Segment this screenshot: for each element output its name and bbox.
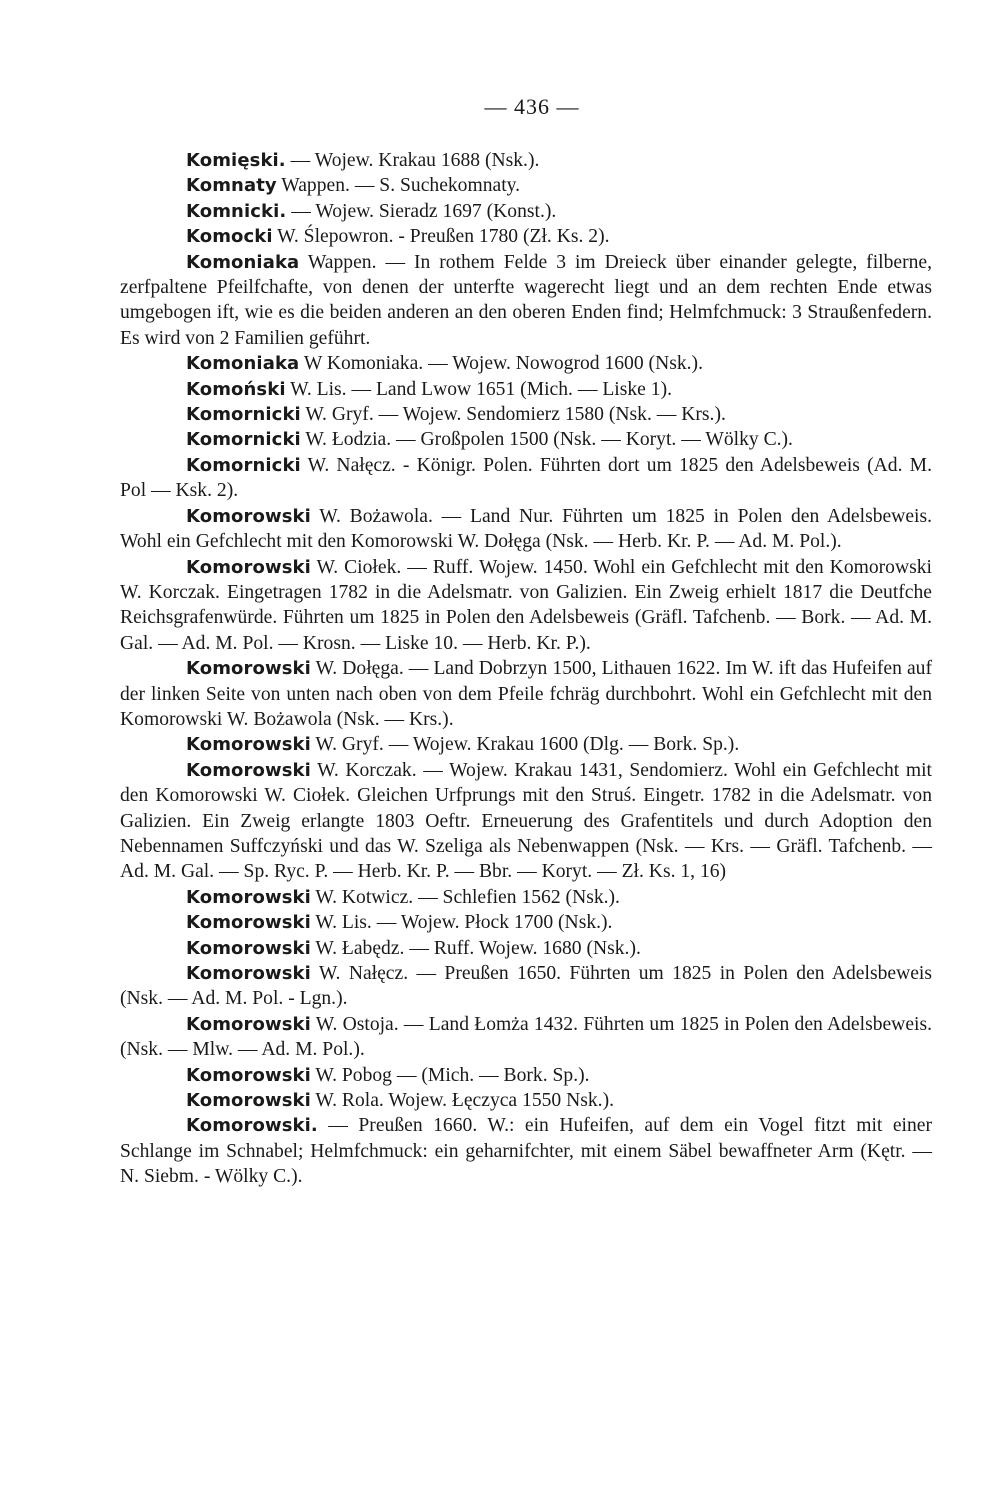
entry-name: Komorowski xyxy=(186,759,311,781)
entry xyxy=(120,758,932,885)
entry-text: W. Nałęcz. — Preußen 1650. Führten um 1825 in Polen den Adelsbeweis (Nsk. — Ad. M. Pol. - Lgn.). xyxy=(120,963,932,1010)
entry-text: W. Nałęcz. - Königr. Polen. Führten dort um 1825 den Adelsbeweis (Ad. M. Pol — Ksk. 2). xyxy=(120,454,932,502)
entry xyxy=(120,732,932,757)
entry-text: — Preußen 1660. W.: ein Hufeifen, auf dem ein Vogel fitzt mit einer Schlange im Schnabel; Helmfchmuck: ein geharnifchter, mit einem Säbel bewaffneter Arm (Kętr. — N. Siebm. - Wölky C.). xyxy=(120,1115,932,1188)
entry xyxy=(120,656,932,732)
entry xyxy=(120,250,932,352)
entry xyxy=(120,402,932,427)
entry xyxy=(120,910,932,935)
entry-text: W. Gryf. — Wojew. Sendomierz 1580 (Nsk. — Krs.). xyxy=(300,404,726,426)
entry xyxy=(120,224,932,249)
entry-name: Komnaty xyxy=(186,175,277,197)
entry-text: W. Lis. — Land Lwow 1651 (Mich. — Liske 1). xyxy=(285,378,672,400)
entry-name: Komorowski xyxy=(186,1090,311,1112)
entry-text: W. Rola. Wojew. Łęczyca 1550 Nsk.). xyxy=(310,1090,615,1112)
entry-name: Komorowski xyxy=(186,937,311,959)
entry xyxy=(120,351,932,376)
entry-text: W. Gryf. — Wojew. Krakau 1600 (Dlg. — Bork. Sp.). xyxy=(310,734,740,756)
entry-name: Komorowski xyxy=(186,734,311,756)
entry-name: Komoński xyxy=(186,378,286,400)
entry-text: W Komoniaka. — Wojew. Nowogrod 1600 (Nsk.). xyxy=(299,353,703,375)
entry-text: W. Łabędz. — Ruff. Wojew. 1680 (Nsk.). xyxy=(310,937,641,959)
entry xyxy=(120,555,932,657)
text-column xyxy=(120,148,932,1190)
entry xyxy=(120,199,932,224)
entry xyxy=(120,453,932,504)
entry-name: Komornicki xyxy=(186,429,301,451)
entry-name: Komięski. xyxy=(186,150,286,171)
entry-name: Komoniaka xyxy=(186,353,300,375)
entry-name: Komorowski xyxy=(186,963,311,984)
entry xyxy=(120,427,932,452)
entry-text: W. Dołęga. — Land Dobrzyn 1500, Lithauen 1622. Im W. ift das Hufeifen auf der linken Seite von unten nach oben von dem Pfeile fchräg durchbohrt. Wohl ein Gefchlecht mit den Komorowski W. Bożawola (Nsk. — Krs.). xyxy=(120,658,932,730)
entry-text: W. Ślepowron. - Preußen 1780 (Zł. Ks. 2). xyxy=(272,226,610,248)
entry-text: W. Lis. — Wojew. Płock 1700 (Nsk.). xyxy=(310,912,613,934)
entry xyxy=(120,173,932,198)
entry-name: Komocki xyxy=(186,226,273,248)
entry-text: W. Ciołek. — Ruff. Wojew. 1450. Wohl ein Gefchlecht mit den Komorowski W. Korczak. Eingetragen 1782 in die Adelsmatr. von Galizien. Ein Zweig erhielt 1817 die Deutfche Reichsgrafenwürde. Führten um 1825 in Polen den Adelsbeweis (Gräfl. Tafchenb. — Bork. — Ad. M. Gal. — Ad. M. Pol. — Krosn. — Liske 10. — Herb. Kr. P.). xyxy=(120,556,932,654)
entry-text: W. Pobog — (Mich. — Bork. Sp.). xyxy=(310,1064,590,1086)
entry-name: Komorowski xyxy=(186,658,311,680)
entry xyxy=(120,1012,932,1063)
entry-text: W. Bożawola. — Land Nur. Führten um 1825 in Polen den Adelsbeweis. Wohl ein Gefchlecht mit den Komorowski W. Dołęga (Nsk. — Herb. Kr. P. — Ad. M. Pol.). xyxy=(120,505,932,553)
entry-name: Komorowski. xyxy=(186,1115,318,1137)
entry xyxy=(120,961,932,1012)
entry-text: — Wojew. Sieradz 1697 (Konst.). xyxy=(286,200,557,222)
entry-name: Komorowski xyxy=(186,1013,311,1035)
entry xyxy=(120,885,932,910)
entry xyxy=(120,1113,932,1189)
entry-name: Komornicki xyxy=(186,454,301,476)
entry-text: Wappen. — S. Suchekomnaty. xyxy=(276,175,521,197)
entry-name: Komorowski xyxy=(186,912,311,934)
entry-text: — Wojew. Krakau 1688 (Nsk.). xyxy=(285,150,540,171)
entry xyxy=(120,936,932,961)
entry xyxy=(120,1063,932,1088)
entry xyxy=(120,377,932,402)
entry-name: Komorowski xyxy=(186,556,311,578)
entry-text: Wappen. — In rothem Felde 3 im Dreieck über einander gelegte, filberne, zerfpaltene Pfeilfchafte, von denen der unterfte wagerecht liegt und an dem rechten Ende etwas umgebogen ift, wie es die beiden anderen an den oberen Enden find; Helmfchmuck: 3 Straußenfedern. Es wird von 2 Familien geführt. xyxy=(120,251,932,349)
entry-text: W. Kotwicz. — Schlefien 1562 (Nsk.). xyxy=(310,886,620,908)
entry-text: W. Korczak. — Wojew. Krakau 1431, Sendomierz. Wohl ein Gefchlecht mit den Komorowski W. Ciołek. Gleichen Urfprungs mit den Struś. Eingetr. 1782 in die Adelsmatr. von Galizien. Ein Zweig erlangte 1803 Oeftr. Erneuerung des Grafentitels und durch Adoption den Nebennamen Suffczyński und das W. Szeliga als Nebenwappen (Nsk. — Krs. — Gräfl. Tafchenb. — Ad. M. Gal. — Sp. Ryc. P. — Herb. Kr. P. — Bbr. — Koryt. — Zł. Ks. 1, 16) xyxy=(120,759,932,883)
entry xyxy=(120,1088,932,1113)
entry-text: W. Ostoja. — Land Łomża 1432. Führten um 1825 in Polen den Adelsbeweis. (Nsk. — Mlw. — Ad. M. Pol.). xyxy=(120,1013,932,1061)
page-number: — 436 — xyxy=(484,94,580,119)
entry-name: Komoniaka xyxy=(186,251,300,273)
entry-name: Komornicki xyxy=(186,404,301,426)
entry-name: Komorowski xyxy=(186,886,311,908)
entry xyxy=(120,148,932,173)
entry xyxy=(120,504,932,555)
entry-name: Komnicki. xyxy=(186,200,287,222)
entry-name: Komorowski xyxy=(186,1064,311,1086)
entry-name: Komorowski xyxy=(186,505,311,527)
entry-text: W. Łodzia. — Großpolen 1500 (Nsk. — Koryt. — Wölky C.). xyxy=(300,429,793,451)
